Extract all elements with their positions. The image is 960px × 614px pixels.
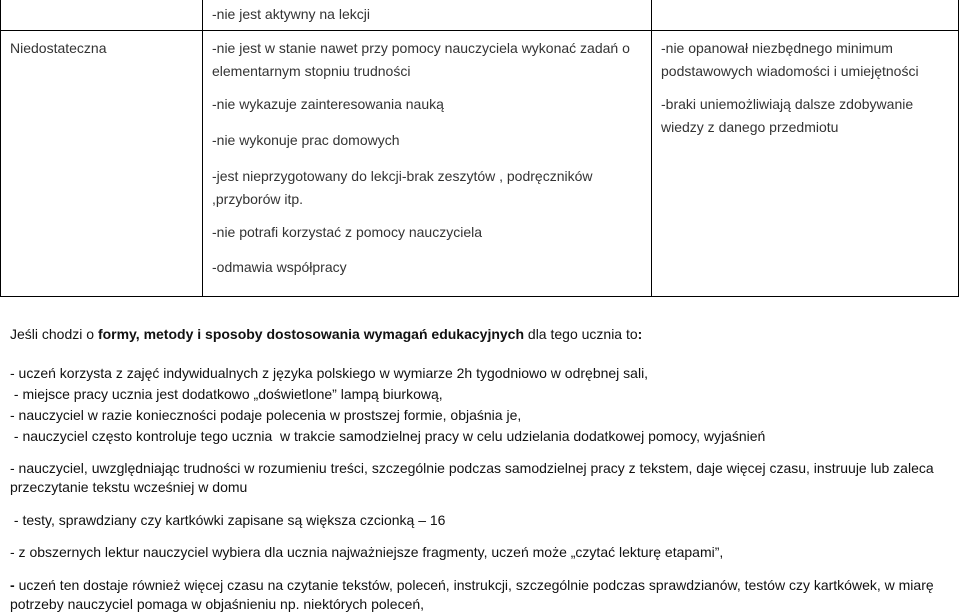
knowledge-item: -braki uniemożliwiają dalsze zdobywanie wiedzy z danego przedmiotu	[661, 96, 914, 135]
paragraph-teacher: - nauczyciel, uwzględniając trudności w rozumieniu treści, szczególnie podczas samodzielnej pracy z tekstem, daje więcej czasu, instruuje lub zaleca przeczytanie tekstu wcześniej w domu	[10, 460, 934, 495]
adaptation-intro	[10, 325, 955, 344]
list-item: - nauczyciel w razie konieczności podaje polecenia w prostszej formie, objaśnia je,	[10, 407, 522, 423]
paragraph-time-dash: -	[10, 577, 19, 593]
behaviour-cell	[212, 37, 642, 279]
list-item: - nauczyciel często kontroluje tego ucznia w trakcie samodzielnej pracy w celu udzielania dodatkowej pomocy, wyjaśnień	[10, 428, 766, 444]
table-border-left	[0, 0, 1, 297]
table-row-divider	[0, 30, 959, 31]
table-divider-2	[651, 0, 652, 297]
intro-prefix: Jeśli chodzi o	[10, 326, 98, 342]
table-divider-1	[202, 0, 203, 297]
behaviour-item: -nie jest w stanie nawet przy pomocy nauczyciela wykonać zadań o elementarnym stopniu trudności	[212, 40, 630, 79]
table-border-bottom	[0, 296, 959, 297]
paragraph-time	[10, 576, 955, 614]
list-item: - uczeń korzysta z zajęć indywidualnych z języka polskiego w wymiarze 2h tygodniowo w odrębnej sali,	[10, 365, 649, 381]
knowledge-cell	[661, 37, 951, 139]
grading-table	[0, 0, 960, 297]
behaviour-item: -nie wykonuje prac domowych	[212, 132, 400, 148]
paragraph-time-text: uczeń ten dostaje również więcej czasu na czytanie tekstów, poleceń, instrukcji, szczególnie podczas sprawdzianów, testów czy kartkówek, w miarę potrzeby nauczyciel pomaga w objaśnieniu np. niektórych poleceń,	[10, 577, 934, 612]
intro-bold: formy, metody i sposoby dostosowania wymagań edukacyjnych	[97, 326, 525, 342]
list-item: - miejsce pracy ucznia jest dodatkowo „doświetlone” lampą biurkową,	[10, 386, 443, 402]
behaviour-item: -nie potrafi korzystać z pomocy nauczyciela	[212, 224, 482, 240]
behaviour-item: -odmawia współpracy	[212, 259, 347, 275]
table-border-right	[958, 0, 959, 297]
behaviour-item: -jest nieprzygotowany do lekcji-brak zeszytów , podręczników ,przyborów itp.	[212, 168, 593, 207]
behaviour-item: -nie wykazuje zainteresowania nauką	[212, 96, 444, 112]
adaptation-list	[10, 363, 955, 447]
knowledge-item: -nie opanował niezbędnego minimum podstawowych wiadomości i umiejętności	[661, 40, 919, 79]
paragraph-reading: - z obszernych lektur nauczyciel wybiera dla ucznia najważniejsze fragmenty, uczeń może „czytać lekturę etapami”,	[10, 544, 724, 560]
grade-label: Niedostateczna	[10, 40, 107, 56]
intro-suffix: dla tego ucznia to	[524, 326, 638, 342]
intro-colon: :	[637, 326, 643, 342]
top-row-text: -nie jest aktywny na lekcji	[212, 6, 370, 22]
paragraph-tests: - testy, sprawdziany czy kartkówki zapisane są większa czcionką – 16	[10, 512, 446, 528]
